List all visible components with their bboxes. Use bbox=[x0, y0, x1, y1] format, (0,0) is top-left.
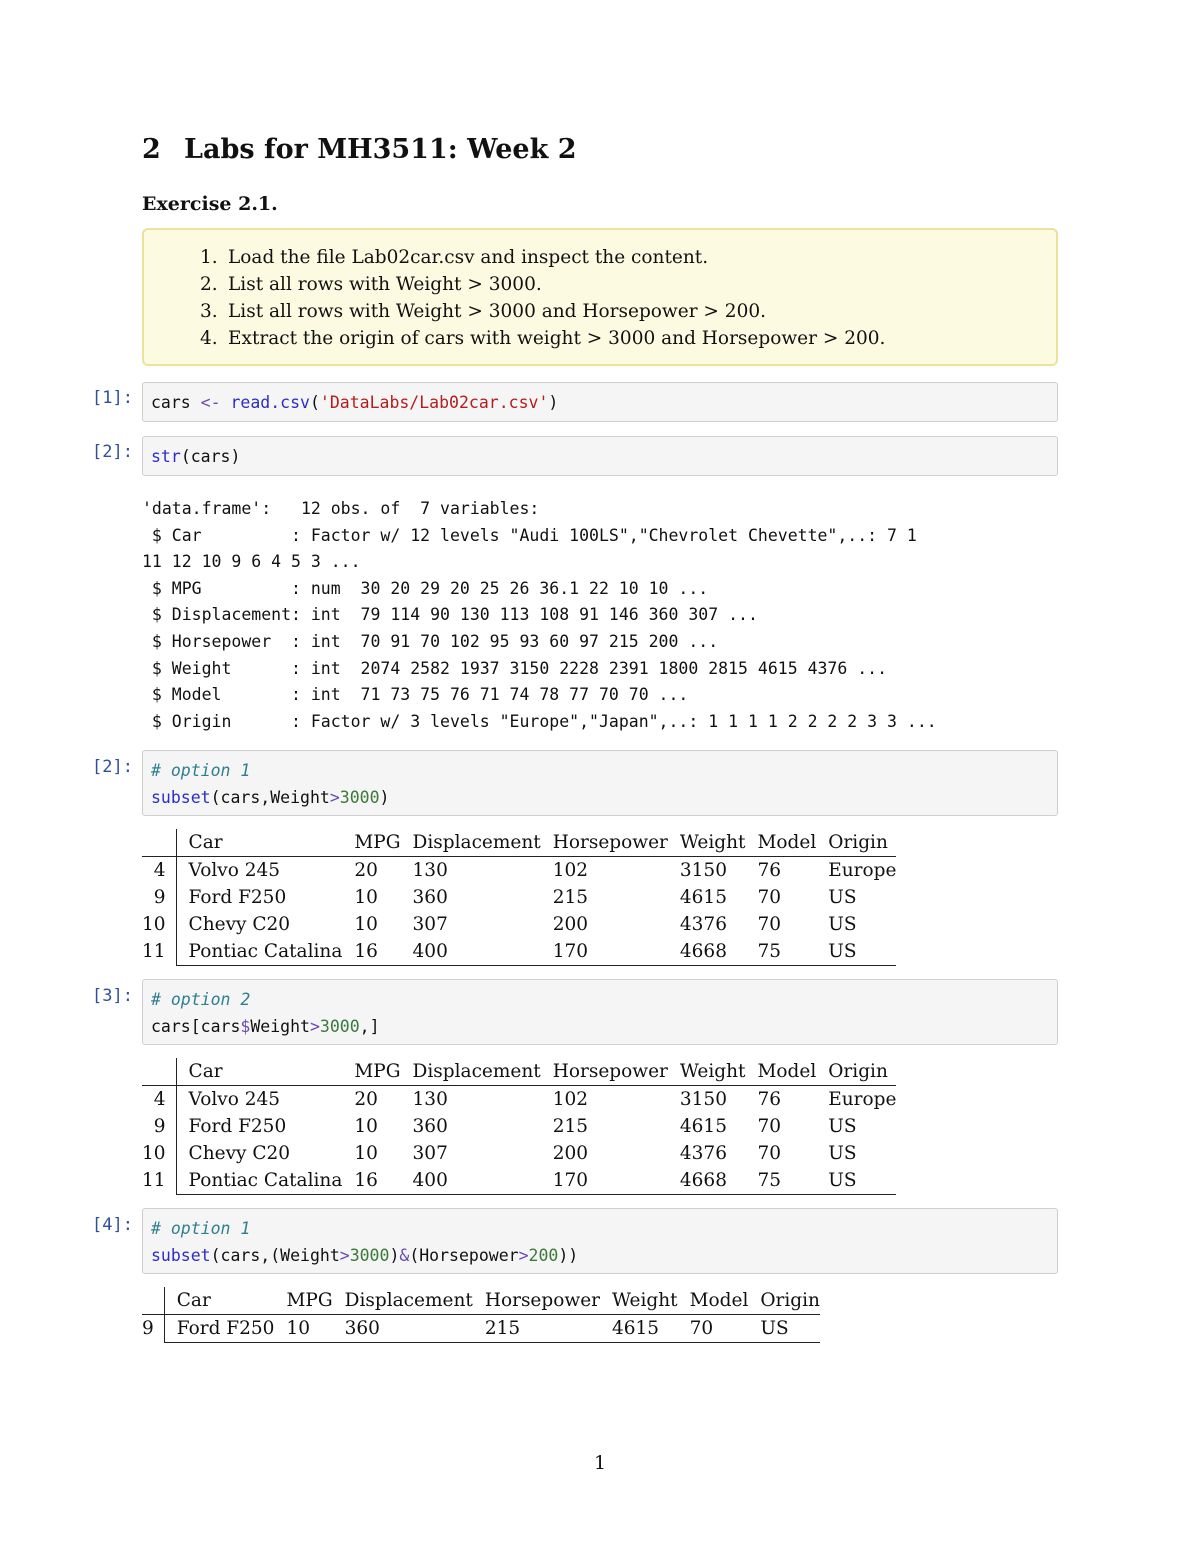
table-cell: 307 bbox=[412, 914, 448, 935]
code-token: 200 bbox=[528, 1246, 559, 1265]
table-cell: 75 bbox=[745, 938, 816, 966]
column-header: Model bbox=[678, 1287, 749, 1315]
table-cell: Chevy C20 bbox=[188, 914, 291, 935]
code-cell[interactable] bbox=[142, 1208, 1058, 1274]
exercise-item bbox=[200, 298, 885, 325]
table-cell: 400 bbox=[401, 1167, 541, 1195]
column-header: Horsepower bbox=[541, 1058, 668, 1086]
column-header: MPG bbox=[342, 829, 400, 857]
table-cell: 3150 bbox=[679, 1089, 727, 1110]
code-token: str bbox=[151, 447, 181, 466]
table-cell: Ford F250 bbox=[188, 1116, 287, 1137]
table-cell: 16 bbox=[342, 1167, 400, 1195]
table-cell: 215 bbox=[552, 887, 589, 908]
table-cell: Europe bbox=[828, 1089, 897, 1110]
column-header: Displacement bbox=[401, 829, 541, 857]
code-token: subset bbox=[151, 1246, 211, 1265]
exercise-item-number: 1. bbox=[200, 247, 218, 268]
table-header-row bbox=[142, 1058, 896, 1086]
output-line: $ Horsepower : int 70 91 70 102 95 93 60 97 215 200 ... bbox=[142, 631, 719, 651]
column-header: MPG bbox=[342, 1058, 400, 1086]
table-cell: 360 bbox=[333, 1315, 473, 1343]
table-row bbox=[142, 938, 896, 966]
code-token: Weight bbox=[250, 1017, 310, 1036]
column-header: Weight bbox=[668, 1058, 746, 1086]
cell-prompt: [2]: bbox=[92, 757, 133, 777]
page-number: 1 bbox=[593, 1452, 607, 1474]
code-token: # option 1 bbox=[151, 1219, 251, 1238]
exercise-box bbox=[142, 228, 1058, 366]
table-row bbox=[142, 1167, 896, 1195]
row-index: 9 bbox=[142, 1113, 176, 1140]
code-token: $ bbox=[240, 1017, 251, 1036]
output-line: $ Displacement: int 79 114 90 130 113 108 91 146 360 307 ... bbox=[142, 605, 758, 625]
table-cell: 70 bbox=[757, 914, 782, 935]
code-line bbox=[151, 389, 1057, 416]
code-token: > bbox=[518, 1246, 529, 1265]
table-cell: 76 bbox=[757, 1089, 782, 1110]
column-header: Horsepower bbox=[473, 1287, 600, 1315]
table-cell: 4615 bbox=[600, 1315, 678, 1343]
table-cell: 307 bbox=[412, 1143, 448, 1164]
code-token: ) bbox=[379, 788, 390, 807]
exercise-item-text: Load the file Lab02car.csv and inspect the content. bbox=[228, 247, 709, 268]
table-cell: 360 bbox=[412, 887, 448, 908]
exercise-item bbox=[200, 244, 885, 271]
table-cell: 70 bbox=[757, 1143, 782, 1164]
table-cell: Pontiac Catalina bbox=[176, 1167, 342, 1195]
exercise-item-number: 3. bbox=[200, 301, 218, 322]
table-cell: Ford F250 bbox=[188, 887, 287, 908]
row-index-header bbox=[142, 1058, 176, 1086]
column-header: Car bbox=[176, 829, 342, 857]
table-cell: 400 bbox=[401, 938, 541, 966]
code-token: cars[cars bbox=[151, 1017, 241, 1036]
table-cell: US bbox=[828, 887, 857, 908]
code-token: )) bbox=[558, 1246, 579, 1265]
table-cell: 170 bbox=[541, 1167, 668, 1195]
table-header-row bbox=[142, 1287, 820, 1315]
output-line: $ MPG : num 30 20 29 20 25 26 36.1 22 10 10 ... bbox=[142, 578, 709, 598]
code-token: > bbox=[309, 1017, 320, 1036]
table-row bbox=[142, 884, 896, 911]
table-cell: 16 bbox=[342, 938, 400, 966]
code-token: > bbox=[329, 788, 340, 807]
table-cell: Volvo 245 bbox=[188, 860, 281, 881]
table-cell: US bbox=[816, 938, 896, 966]
code-token: # option 2 bbox=[151, 990, 251, 1009]
table-cell: Europe bbox=[828, 860, 897, 881]
column-header: Origin bbox=[816, 1058, 896, 1086]
table-cell: 4615 bbox=[679, 1116, 727, 1137]
column-header: Origin bbox=[816, 829, 896, 857]
cell-prompt: [4]: bbox=[92, 1215, 133, 1235]
column-header: Displacement bbox=[333, 1287, 473, 1315]
code-token: read.csv bbox=[230, 393, 310, 412]
column-header: Origin bbox=[748, 1287, 820, 1315]
code-token: ( bbox=[309, 393, 320, 412]
code-line bbox=[151, 986, 1057, 1013]
table-row bbox=[142, 1113, 896, 1140]
table-header-row bbox=[142, 829, 896, 857]
result-table bbox=[142, 1287, 820, 1343]
table-cell: Chevy C20 bbox=[188, 1143, 291, 1164]
table-cell: US bbox=[828, 914, 857, 935]
code-token: <- bbox=[200, 393, 221, 412]
table-cell: US bbox=[828, 1143, 857, 1164]
row-index: 9 bbox=[142, 884, 176, 911]
table-cell: 215 bbox=[552, 1116, 589, 1137]
column-header: Car bbox=[176, 1058, 342, 1086]
table-cell: 10 bbox=[274, 1315, 332, 1343]
row-index: 10 bbox=[142, 911, 176, 938]
table-cell: 102 bbox=[552, 860, 589, 881]
table-cell: 215 bbox=[473, 1315, 600, 1343]
table-cell: US bbox=[748, 1315, 820, 1343]
section-heading bbox=[142, 134, 577, 165]
output-line: 'data.frame': 12 obs. of 7 variables: bbox=[142, 499, 540, 518]
code-token: (Horsepower bbox=[409, 1246, 519, 1265]
row-index: 11 bbox=[142, 938, 176, 966]
table-cell: 70 bbox=[678, 1315, 749, 1343]
code-cell[interactable] bbox=[142, 979, 1058, 1045]
cell-prompt: [1]: bbox=[92, 388, 133, 408]
table-cell: 4668 bbox=[668, 938, 746, 966]
exercise-item-text: List all rows with Weight > 3000. bbox=[228, 274, 542, 295]
exercise-item-text: List all rows with Weight > 3000 and Horsepower > 200. bbox=[228, 301, 766, 322]
table-cell: 20 bbox=[354, 1089, 378, 1110]
column-header: Weight bbox=[668, 829, 746, 857]
code-cell[interactable] bbox=[142, 382, 1058, 422]
table-row bbox=[142, 857, 896, 885]
row-index: 11 bbox=[142, 1167, 176, 1195]
table-cell: 4376 bbox=[679, 914, 727, 935]
result-table bbox=[142, 829, 896, 966]
code-line bbox=[151, 1013, 1057, 1040]
code-line bbox=[151, 784, 1057, 811]
table-cell: 20 bbox=[354, 860, 378, 881]
column-header: MPG bbox=[274, 1287, 332, 1315]
table-cell: 102 bbox=[552, 1089, 589, 1110]
code-token: ,] bbox=[359, 1017, 380, 1036]
table-cell: 76 bbox=[757, 860, 782, 881]
code-cell[interactable] bbox=[142, 436, 1058, 476]
code-line bbox=[151, 1242, 1057, 1269]
column-header: Weight bbox=[600, 1287, 678, 1315]
table-cell: 70 bbox=[757, 1116, 782, 1137]
cell-prompt: [3]: bbox=[92, 986, 133, 1006]
code-line bbox=[151, 443, 1057, 470]
table-cell: Ford F250 bbox=[164, 1315, 274, 1343]
table-cell: US bbox=[816, 1167, 896, 1195]
code-token: subset bbox=[151, 788, 211, 807]
code-token: ) bbox=[548, 393, 559, 412]
code-cell[interactable] bbox=[142, 750, 1058, 816]
table-cell: 200 bbox=[552, 914, 589, 935]
table-row bbox=[142, 1140, 896, 1167]
table-cell: 4615 bbox=[679, 887, 727, 908]
exercise-label: Exercise 2.1. bbox=[142, 193, 278, 215]
code-token: (cars,Weight bbox=[210, 788, 330, 807]
table-cell: 130 bbox=[412, 860, 448, 881]
column-header: Displacement bbox=[401, 1058, 541, 1086]
section-title: Labs for MH3511: Week 2 bbox=[184, 134, 577, 165]
table-cell: 70 bbox=[757, 887, 782, 908]
code-token: (cars) bbox=[180, 447, 241, 466]
table-cell: Volvo 245 bbox=[188, 1089, 281, 1110]
table-cell: 10 bbox=[354, 887, 378, 908]
code-token: cars bbox=[151, 393, 201, 412]
table-cell: Pontiac Catalina bbox=[176, 938, 342, 966]
output-line: $ Weight : int 2074 2582 1937 3150 2228 2391 1800 2815 4615 4376 ... bbox=[142, 658, 888, 678]
table-cell: 10 bbox=[354, 1116, 378, 1137]
exercise-item-number: 4. bbox=[200, 328, 218, 349]
output-line: $ Model : int 71 73 75 76 71 74 78 77 70 70 ... bbox=[142, 685, 689, 705]
code-token bbox=[221, 393, 231, 412]
table-row bbox=[142, 911, 896, 938]
table-cell: 170 bbox=[541, 938, 668, 966]
code-line bbox=[151, 757, 1057, 784]
code-token: 3000 bbox=[349, 1246, 390, 1265]
code-token: 3000 bbox=[339, 788, 380, 807]
exercise-item bbox=[200, 325, 885, 352]
output-line: 11 12 10 9 6 4 5 3 ... bbox=[142, 552, 361, 572]
cell-prompt: [2]: bbox=[92, 442, 133, 462]
table-row bbox=[142, 1086, 896, 1114]
exercise-item-text: Extract the origin of cars with weight > 3000 and Horsepower > 200. bbox=[228, 328, 886, 349]
row-index-header bbox=[142, 1287, 164, 1315]
column-header: Model bbox=[745, 1058, 816, 1086]
table-cell: 10 bbox=[354, 1143, 378, 1164]
section-number: 2 bbox=[142, 134, 161, 165]
exercise-item bbox=[200, 271, 885, 298]
code-token: (cars,(Weight bbox=[210, 1246, 340, 1265]
table-cell: 200 bbox=[552, 1143, 589, 1164]
code-token: > bbox=[339, 1246, 350, 1265]
code-token: 3000 bbox=[319, 1017, 360, 1036]
row-index: 10 bbox=[142, 1140, 176, 1167]
column-header: Horsepower bbox=[541, 829, 668, 857]
row-index-header bbox=[142, 829, 176, 857]
table-cell: 360 bbox=[412, 1116, 448, 1137]
output-line: $ Origin : Factor w/ 3 levels "Europe","Japan",..: 1 1 1 1 2 2 2 2 3 3 ... bbox=[142, 711, 937, 731]
table-cell: 75 bbox=[745, 1167, 816, 1195]
column-header: Model bbox=[745, 829, 816, 857]
table-cell: 3150 bbox=[679, 860, 727, 881]
code-line bbox=[151, 1215, 1057, 1242]
table-cell: 130 bbox=[412, 1089, 448, 1110]
output-line: $ Car : Factor w/ 12 levels "Audi 100LS","Chevrolet Chevette",..: 7 1 bbox=[142, 525, 917, 545]
table-cell: US bbox=[828, 1116, 857, 1137]
column-header: Car bbox=[164, 1287, 274, 1315]
exercise-item-number: 2. bbox=[200, 274, 218, 295]
code-token: & bbox=[399, 1246, 410, 1265]
table-row bbox=[142, 1315, 820, 1343]
code-token: # option 1 bbox=[151, 761, 251, 780]
result-table bbox=[142, 1058, 896, 1195]
code-token: 'DataLabs/Lab02car.csv' bbox=[319, 393, 549, 412]
row-index: 4 bbox=[142, 1086, 176, 1114]
row-index: 4 bbox=[142, 857, 176, 885]
table-cell: 4668 bbox=[668, 1167, 746, 1195]
str-output bbox=[142, 496, 937, 735]
row-index: 9 bbox=[142, 1315, 164, 1343]
table-cell: 10 bbox=[354, 914, 378, 935]
table-cell: 4376 bbox=[679, 1143, 727, 1164]
code-token: ) bbox=[389, 1246, 400, 1265]
exercise-list bbox=[200, 244, 885, 352]
